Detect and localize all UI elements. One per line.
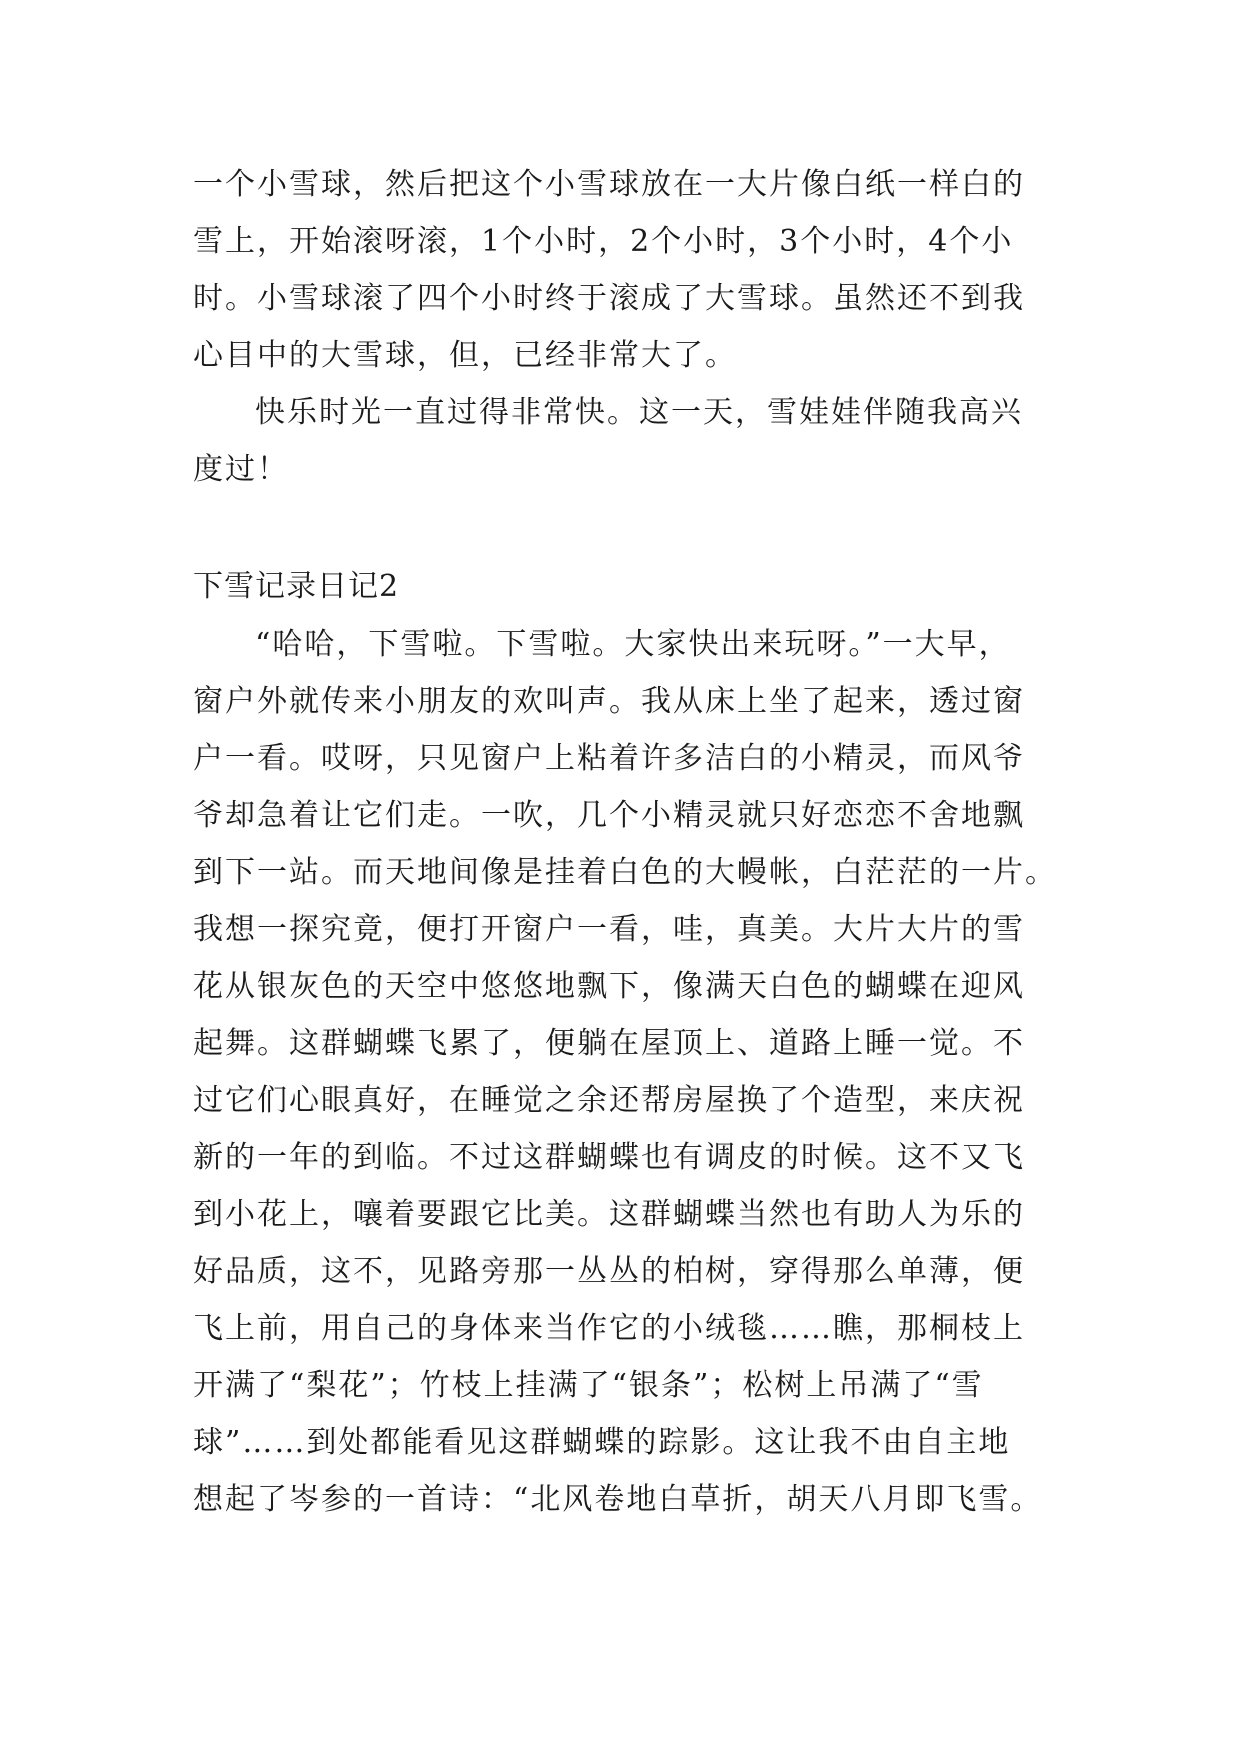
body-line: 我想一探究竟，便打开窗户一看，哇，真美。大片大片的雪 bbox=[193, 912, 1025, 947]
body-line: 窗户外就传来小朋友的欢叫声。我从床上坐了起来，透过窗 bbox=[193, 684, 1025, 719]
body-line: 到下一站。而天地间像是挂着白色的大幔帐，白茫茫的一片。 bbox=[193, 855, 1057, 890]
body-line: 球”……到处都能看见这群蝴蝶的踪影。这让我不由自主地 bbox=[193, 1425, 1011, 1460]
body-line: 过它们心眼真好，在睡觉之余还帮房屋换了个造型，来庆祝 bbox=[193, 1083, 1025, 1118]
body-line: 开满了“梨花”；竹枝上挂满了“银条”；松树上吊满了“雪 bbox=[193, 1368, 984, 1403]
paragraph-line: 雪上，开始滚呀滚，1个小时，2个小时，3个小时，4个小 bbox=[193, 224, 1014, 259]
body-line: 花从银灰色的天空中悠悠地飘下，像满天白色的蝴蝶在迎风 bbox=[193, 969, 1025, 1004]
paragraph-line: 一个小雪球，然后把这个小雪球放在一大片像白纸一样白的 bbox=[193, 167, 1025, 202]
body-line: 爷却急着让它们走。一吹，几个小精灵就只好恋恋不舍地飘 bbox=[193, 798, 1025, 833]
body-line: 好品质，这不，见路旁那一丛丛的柏树，穿得那么单薄，便 bbox=[193, 1254, 1025, 1289]
body-line: 起舞。这群蝴蝶飞累了，便躺在屋顶上、道路上睡一觉。不 bbox=[193, 1026, 1025, 1061]
body-line: 到小花上，嚷着要跟它比美。这群蝴蝶当然也有助人为乐的 bbox=[193, 1197, 1025, 1232]
paragraph-line: 心目中的大雪球，但，已经非常大了。 bbox=[193, 338, 737, 373]
section-title: 下雪记录日记2 bbox=[193, 569, 400, 604]
paragraph-line: 时。小雪球滚了四个小时终于滚成了大雪球。虽然还不到我 bbox=[193, 281, 1025, 316]
body-line: 飞上前，用自己的身体来当作它的小绒毯……瞧，那桐枝上 bbox=[193, 1311, 1025, 1346]
paragraph-line: 度过！ bbox=[193, 452, 289, 487]
body-line: “哈哈，下雪啦。下雪啦。大家快出来玩呀。”一大早， bbox=[255, 627, 1011, 662]
body-line: 户一看。哎呀，只见窗户上粘着许多洁白的小精灵，而风爷 bbox=[193, 741, 1025, 776]
body-line: 新的一年的到临。不过这群蝴蝶也有调皮的时候。这不又飞 bbox=[193, 1140, 1025, 1175]
paragraph-line: 快乐时光一直过得非常快。这一天，雪娃娃伴随我高兴 bbox=[255, 395, 1023, 430]
body-line: 想起了岑参的一首诗：“北风卷地白草折，胡天八月即飞雪。 bbox=[193, 1482, 1043, 1517]
